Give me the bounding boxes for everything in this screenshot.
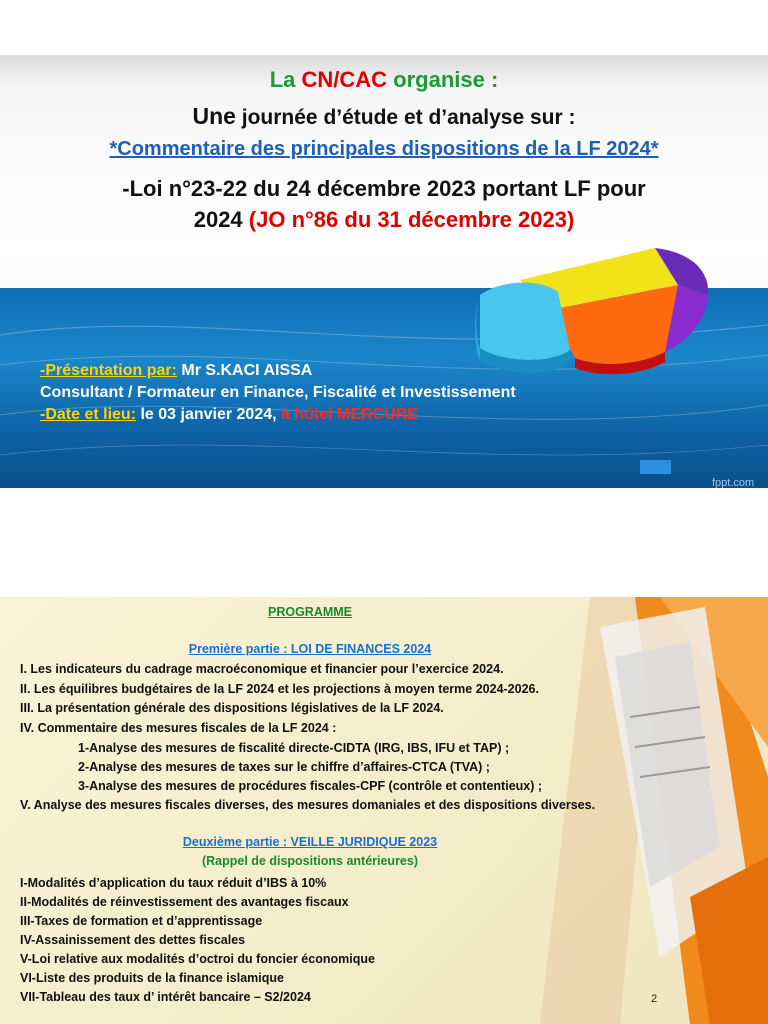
part2-item-3: III-Taxes de formation et d’apprentissage (20, 914, 263, 928)
venue-name: MERCURE (337, 406, 418, 423)
part2-item-1: I-Modalités d’application du taux réduit d’IBS à 10% (20, 876, 327, 890)
part1-item-5: V. Analyse des mesures fiscales diverses, des mesures domaniales et des dispositions diverses. (20, 798, 596, 812)
organizer-suffix: organise : (387, 67, 499, 92)
part2-title: Deuxième partie : VEILLE JURIDIQUE 2023 (182, 835, 438, 849)
pie-chart-graphic (440, 240, 720, 380)
law-title (0, 173, 768, 235)
venue-prefix: à hôtel (281, 406, 338, 423)
page-number: 2 (651, 993, 658, 1005)
part1-item-2: II. Les équilibres budgétaires de la LF 2024 et les projections à moyen terme 2024-2026. (20, 682, 539, 696)
part1-item-3: III. La présentation générale des dispositions législatives de la LF 2024. (20, 701, 444, 715)
organizer-name: CN/CAC (301, 67, 388, 92)
part2-item-5: V-Loi relative aux modalités d’octroi du foncier économique (20, 952, 375, 966)
date-value: le 03 janvier 2024, (136, 406, 282, 423)
part2-item-2: II-Modalités de réinvestissement des avantages fiscaux (20, 895, 349, 909)
presenter-label: -Présentation par: (40, 362, 177, 379)
organizer-line (0, 67, 768, 93)
part2-subtitle: (Rappel de dispositions antérieures) (201, 854, 418, 868)
law-title-year: 2024 (193, 207, 249, 232)
program-heading: PROGRAMME (267, 605, 353, 619)
part1-subitem-3: 3-Analyse des mesures de procédures fiscales-CPF (contrôle et contentieux) ; (78, 779, 543, 793)
part2-item-6: VI-Liste des produits de la finance islamique (20, 971, 284, 985)
presenter-role: Consultant / Formateur en Finance, Fiscalité et Investissement (40, 384, 516, 401)
journal-reference: (JO n°86 du 31 décembre 2023) (248, 207, 575, 232)
event-line-lead: Une (192, 103, 236, 129)
event-line (0, 103, 768, 130)
topic-text: *Commentaire des principales dispositions de la LF 2024* (109, 138, 659, 160)
presentation-info (40, 360, 516, 426)
part1-subitem-2: 2-Analyse des mesures de taxes sur le chiffre d’affaires-CTCA (TVA) ; (78, 760, 490, 774)
part1-item-4: IV. Commentaire des mesures fiscales de la LF 2024 : (20, 721, 337, 735)
part1-title: Première partie : LOI DE FINANCES 2024 (188, 642, 432, 656)
part1-item-1: I. Les indicateurs du cadrage macroéconomique et financier pour l’exercice 2024. (20, 662, 504, 676)
law-title-line1: -Loi n°23-22 du 24 décembre 2023 portant LF pour (122, 176, 646, 201)
part1-subitem-1: 1-Analyse des mesures de fiscalité directe-CIDTA (IRG, IBS, IFU et TAP) ; (78, 741, 510, 755)
watermark-text: fppt.com (712, 477, 755, 488)
organizer-prefix: La (269, 67, 302, 92)
title-slide (0, 55, 768, 488)
date-label: -Date et lieu: (40, 406, 137, 423)
program-slide (0, 597, 768, 1024)
event-line-rest: journée d’étude et d’analyse sur : (235, 106, 576, 129)
blue-rectangle-decoration (640, 460, 671, 474)
part2-item-7: VII-Tableau des taux d’ intérêt bancaire – S2/2024 (20, 990, 311, 1004)
part2-item-4: IV-Assainissement des dettes fiscales (20, 933, 246, 947)
topic-line (0, 138, 768, 161)
presenter-name: Mr S.KACI AISSA (176, 362, 313, 379)
